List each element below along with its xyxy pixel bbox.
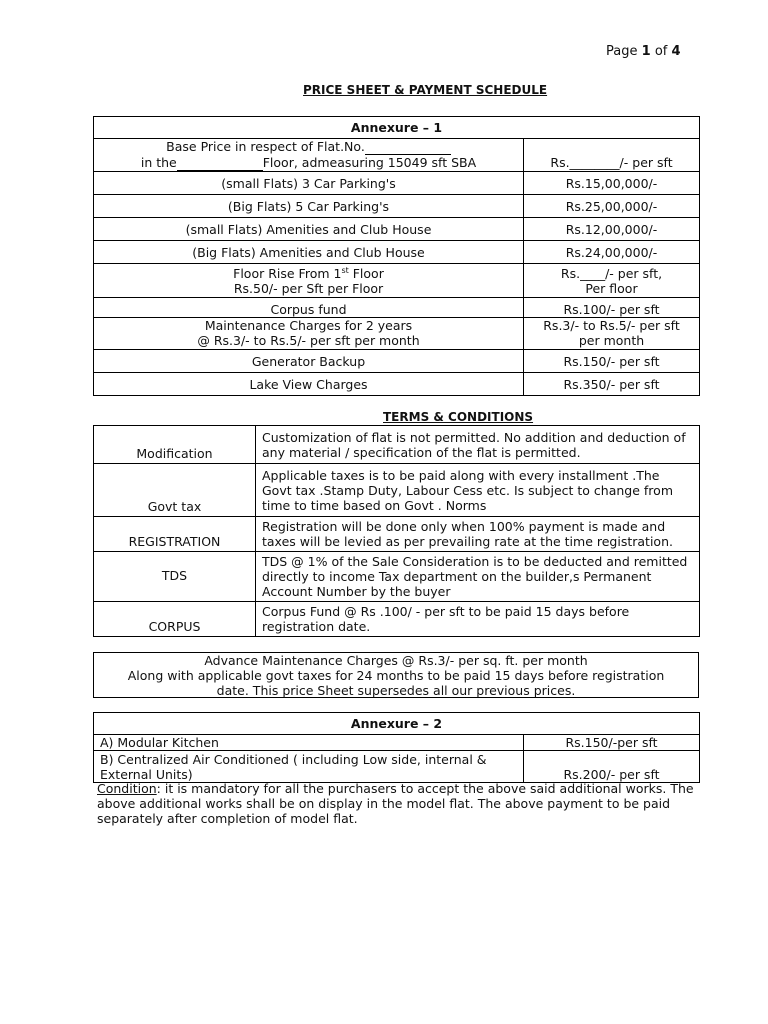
document-title: PRICE SHEET & PAYMENT SCHEDULE xyxy=(303,83,548,97)
maintenance-price: Rs.3/- to Rs.5/- per sft per month xyxy=(524,318,700,350)
condition-label: Condition xyxy=(97,781,157,796)
term-label: CORPUS xyxy=(94,602,256,637)
corpus-price: Rs.100/- per sft xyxy=(524,298,700,318)
terms-heading: TERMS & CONDITIONS xyxy=(383,410,534,424)
floor-rise-price: Rs.____/- per sft, Per floor xyxy=(524,264,700,298)
charge-price: Rs.24,00,000/- xyxy=(524,241,700,264)
charge-price: Rs.12,00,000/- xyxy=(524,218,700,241)
charge-item: (small Flats) 3 Car Parking's xyxy=(94,172,524,195)
floor-rise-item: Floor Rise From 1st Floor Rs.50/- per Sft per Floor xyxy=(94,264,524,298)
condition-text: : it is mandatory for all the purchasers to accept the above said additional works. The above additional works shall be on display in the model flat. The above payment to be paid separately after completion of model flat. xyxy=(97,781,694,826)
term-label: Govt tax xyxy=(94,464,256,517)
charge-item: (Big Flats) Amenities and Club House xyxy=(94,241,524,264)
additional-work-item: B) Centralized Air Conditioned ( including Low side, internal & External Units) xyxy=(94,751,524,783)
corpus-item: Corpus fund xyxy=(94,298,524,318)
advance-maintenance-box: Advance Maintenance Charges @ Rs.3/- per sq. ft. per month Along with applicable govt taxes for 24 months to be paid 15 days before registration date. This price Sheet supersedes all our previous prices. xyxy=(93,652,699,698)
page-number: Page 1 of 4 xyxy=(606,44,681,59)
annexure-1-heading: Annexure – 1 xyxy=(94,117,700,139)
additional-work-price: Rs.200/- per sft xyxy=(524,751,700,783)
term-text: Registration will be done only when 100% payment is made and taxes will be levied as per prevailing rate at the time registration. xyxy=(256,517,700,552)
lake-view-item: Lake View Charges xyxy=(94,373,524,396)
term-text: Applicable taxes is to be paid along with every installment .The Govt tax .Stamp Duty, Labour Cess etc. Is subject to change from time to time based on Govt . Norms xyxy=(256,464,700,517)
term-label: Modification xyxy=(94,426,256,464)
charge-item: (small Flats) Amenities and Club House xyxy=(94,218,524,241)
generator-item: Generator Backup xyxy=(94,350,524,373)
term-label: REGISTRATION xyxy=(94,517,256,552)
term-label: TDS xyxy=(94,552,256,602)
charge-price: Rs.25,00,000/- xyxy=(524,195,700,218)
annexure-2-table xyxy=(93,712,700,783)
terms-table xyxy=(93,425,700,637)
condition-note xyxy=(97,781,702,826)
term-text: TDS @ 1% of the Sale Consideration is to be deducted and remitted directly to income Tax department on the builder,s Permanent Account Number by the buyer xyxy=(256,552,700,602)
generator-price: Rs.150/- per sft xyxy=(524,350,700,373)
maintenance-item: Maintenance Charges for 2 years @ Rs.3/- to Rs.5/- per sft per month xyxy=(94,318,524,350)
additional-work-price: Rs.150/-per sft xyxy=(524,735,700,751)
annexure-2-heading: Annexure – 2 xyxy=(94,713,700,735)
additional-work-item: A) Modular Kitchen xyxy=(94,735,524,751)
lake-view-price: Rs.350/- per sft xyxy=(524,373,700,396)
term-text: Corpus Fund @ Rs .100/ - per sft to be paid 15 days before registration date. xyxy=(256,602,700,637)
charge-price: Rs.15,00,000/- xyxy=(524,172,700,195)
annexure-1-table xyxy=(93,116,700,396)
charge-item: (Big Flats) 5 Car Parking's xyxy=(94,195,524,218)
base-price-label: Base Price in respect of Flat.No. in the Floor, admeasuring 15049 sft SBA xyxy=(94,139,524,172)
base-price-value: Rs.________/- per sft xyxy=(524,139,700,172)
term-text: Customization of flat is not permitted. No addition and deduction of any material / specification of the flat is permitted. xyxy=(256,426,700,464)
